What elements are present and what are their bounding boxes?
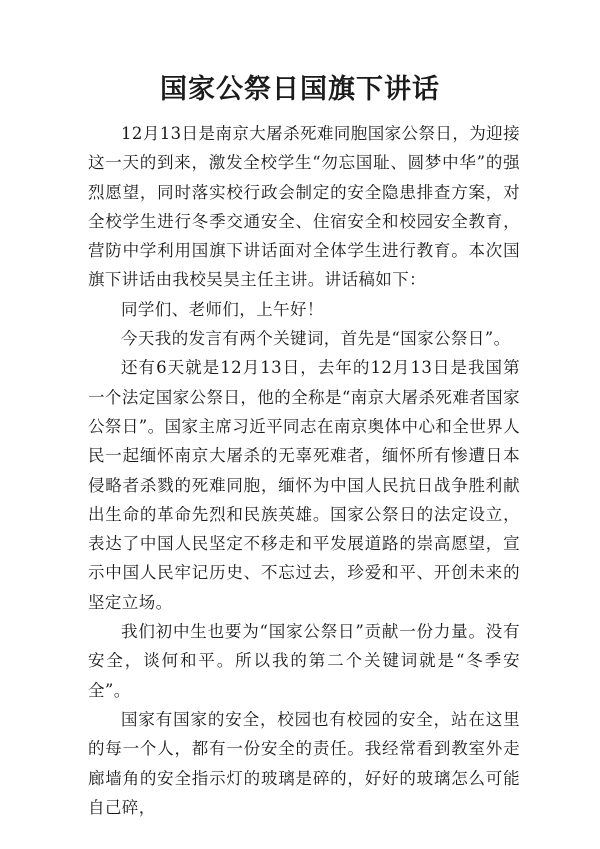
paragraph-memorial-day: 还有6天就是12月13日，去年的12月13日是我国第一个法定国家公祭日，他的全称是“南京大屠杀死难者国家公祭日”。国家主席习近平同志在南京奥体中心和全世界人民一起缅怀南京大屠杀的无辜死难者，缅怀所有惨遭日本侵略者杀戮的死难同胞，缅怀为中国人民抗日战争胜利献出生命的革命先烈和民族英雄。国家公祭日的法定设立，表达了中国人民坚定不移走和平发展道路的崇高愿望，宣示中国人民牢记历史、不忘过去，珍爱和平、开创未来的坚定立场。 [88,358,520,612]
paragraph-keyword-two: 我们初中生也要为“国家公祭日”贡献一份力量。没有安全，谈何和平。所以我的第二个关键词就是“冬季安全”。 [88,622,520,700]
paragraph-keyword-one: 今天我的发言有两个关键词，首先是“国家公祭日”。 [121,329,511,349]
document-title: 国家公祭日国旗下讲话 [160,74,440,105]
document-body [88,119,520,822]
paragraph-intro: 12月13日是南京大屠杀死难同胞国家公祭日，为迎接这一天的到来，激发全校学生“勿忘国耻、圆梦中华”的强烈愿望，同时落实校行政会制定的安全隐患排查方案，对全校学生进行冬季交通安全、住宿安全和校园安全教育，营防中学利用国旗下讲话面对全体学生进行教育。本次国旗下讲话由我校吴昊主任主讲。讲话稿如下： [88,124,520,290]
paragraph-campus-safety: 国家有国家的安全，校园也有校园的安全，站在这里的每一个人，都有一份安全的责任。我经常看到教室外走廊墙角的安全指示灯的玻璃是碎的，好好的玻璃怎么可能自己碎， [88,709,520,817]
paragraph-greeting: 同学们、老师们，上午好！ [121,299,324,319]
